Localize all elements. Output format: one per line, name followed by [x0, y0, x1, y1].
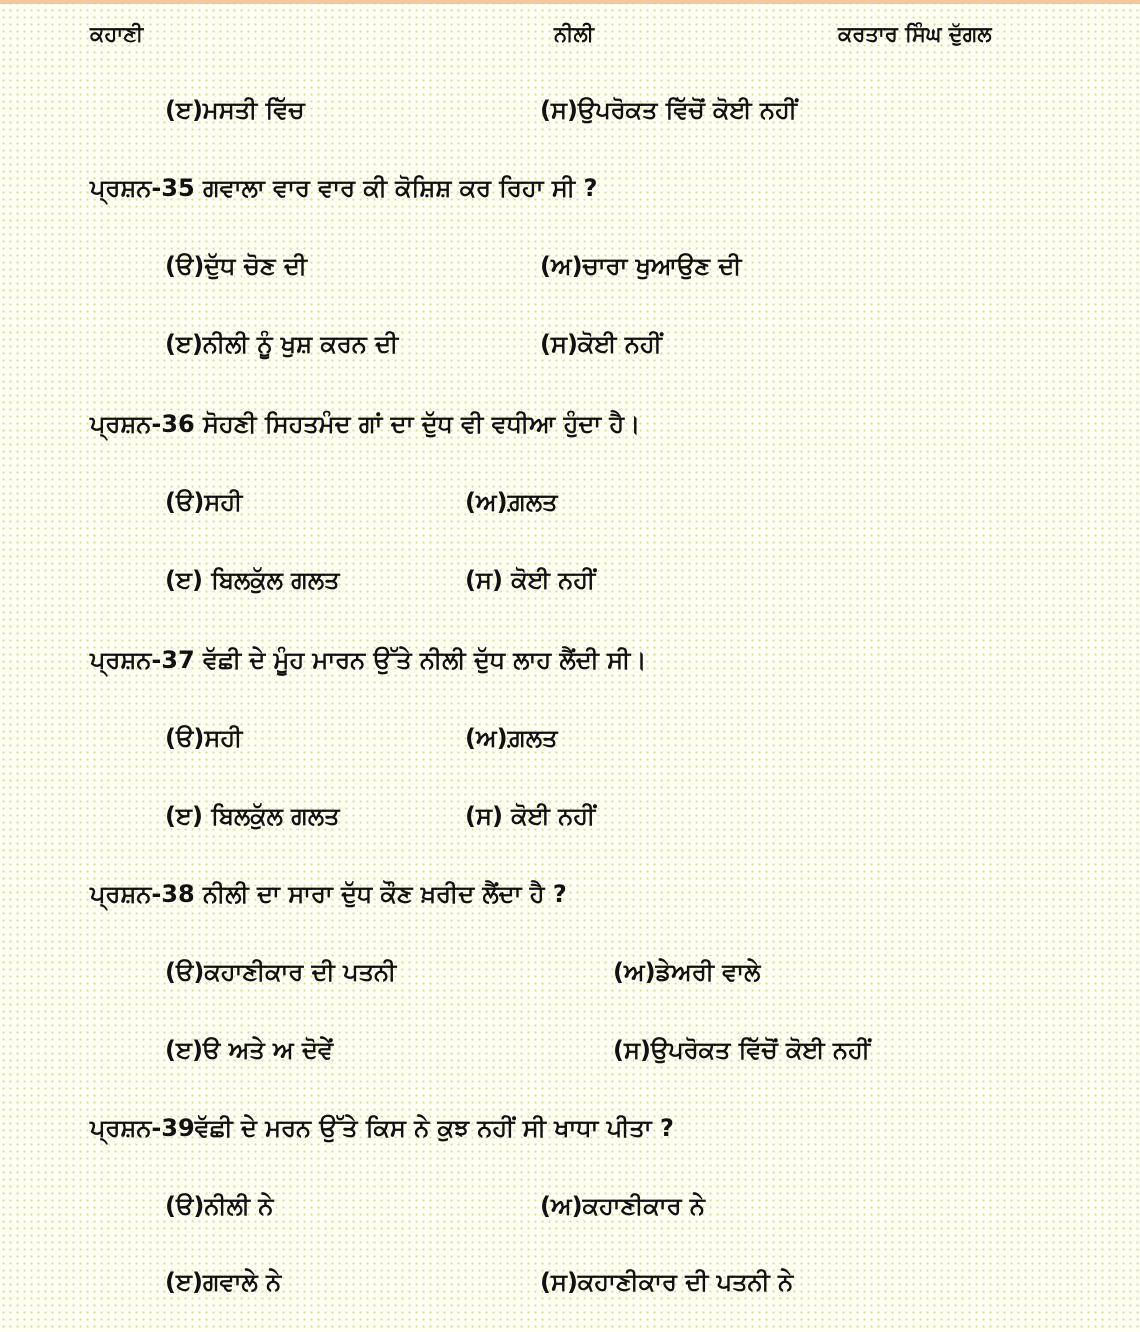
- q35-option-c: (ੲ)ਨੀਲੀ ਨੂੰ ਖੁਸ਼ ਕਰਨ ਦੀ: [165, 330, 399, 358]
- q36-option-c: (ੲ) ਬਿਲਕੁੱਲ ਗਲਤ: [165, 566, 340, 594]
- question-35: ਪ੍ਰਸ਼ਨ-35 ਗਵਾਲਾ ਵਾਰ ਵਾਰ ਕੀ ਕੋਸ਼ਿਸ਼ ਕਰ ਰਿਹਾ ਸੀ ?: [90, 174, 598, 202]
- q39-option-b: (ਅ)ਕਹਾਣੀਕਾਰ ਨੇ: [540, 1192, 705, 1220]
- q38-option-c: (ੲ)ੳ ਅਤੇ ਅ ਦੋਵੇਂ: [165, 1036, 333, 1064]
- q38-option-a: (ੳ)ਕਹਾਣੀਕਾਰ ਦੀ ਪਤਨੀ: [165, 958, 397, 986]
- q37-option-d: (ਸ) ਕੋਈ ਨਹੀਂ: [465, 802, 596, 830]
- q37-option-a: (ੳ)ਸਹੀ: [165, 724, 243, 752]
- question-36: ਪ੍ਰਸ਼ਨ-36 ਸੋਹਣੀ ਸਿਹਤਮੰਦ ਗਾਂ ਦਾ ਦੁੱਧ ਵੀ ਵਧੀਆ ਹੁੰਦਾ ਹੈ।: [90, 410, 641, 438]
- q39-option-d: (ਸ)ਕਹਾਣੀਕਾਰ ਦੀ ਪਤਨੀ ਨੇ: [540, 1268, 794, 1296]
- q36-option-a: (ੳ)ਸਹੀ: [165, 488, 243, 516]
- q35-option-d: (ਸ)ਕੋਈ ਨਹੀਂ: [540, 330, 662, 358]
- header-author: ਕਰਤਾਰ ਸਿੰਘ ਦੁੱਗਲ: [838, 22, 992, 46]
- q38-option-d: (ਸ)ਉਪਰੋਕਤ ਵਿੱਚੋਂ ਕੋਈ ਨਹੀਂ: [613, 1036, 870, 1064]
- option-prev-c: (ੲ)ਮਸਤੀ ਵਿੱਚ: [165, 96, 305, 124]
- q37-option-c: (ੲ) ਬਿਲਕੁੱਲ ਗਲਤ: [165, 802, 340, 830]
- q35-option-b: (ਅ)ਚਾਰਾ ਖੁਆਉਣ ਦੀ: [540, 252, 742, 280]
- q36-option-b: (ਅ)ਗ਼ਲਤ: [465, 488, 558, 516]
- page-top-border: [0, 0, 1140, 4]
- q38-option-b: (ਅ)ਡੇਅਰੀ ਵਾਲੇ: [613, 958, 761, 986]
- header-story-title: ਨੀਲੀ: [554, 22, 594, 46]
- question-39: ਪ੍ਰਸ਼ਨ-39ਵੱਛੀ ਦੇ ਮਰਨ ਉੱਤੇ ਕਿਸ ਨੇ ਕੁਝ ਨਹੀਂ ਸੀ ਖਾਧਾ ਪੀਤਾ ?: [90, 1114, 674, 1142]
- q39-option-c: (ੲ)ਗਵਾਲੇ ਨੇ: [165, 1268, 282, 1296]
- question-38: ਪ੍ਰਸ਼ਨ-38 ਨੀਲੀ ਦਾ ਸਾਰਾ ਦੁੱਧ ਕੌਣ ਖ਼ਰੀਦ ਲੈਂਦਾ ਹੈ ?: [90, 880, 567, 908]
- q35-option-a: (ੳ)ਦੁੱਧ ਚੋਣ ਦੀ: [165, 252, 307, 280]
- q39-option-a: (ੳ)ਨੀਲੀ ਨੇ: [165, 1192, 274, 1220]
- question-37: ਪ੍ਰਸ਼ਨ-37 ਵੱਛੀ ਦੇ ਮੂੰਹ ਮਾਰਨ ਉੱਤੇ ਨੀਲੀ ਦੁੱਧ ਲਾਹ ਲੈਂਦੀ ਸੀ।: [90, 646, 647, 674]
- q37-option-b: (ਅ)ਗ਼ਲਤ: [465, 724, 558, 752]
- option-prev-d: (ਸ)ਉਪਰੋਕਤ ਵਿੱਚੋਂ ਕੋਈ ਨਹੀਂ: [540, 96, 797, 124]
- header-genre: ਕਹਾਣੀ: [90, 22, 144, 46]
- q36-option-d: (ਸ) ਕੋਈ ਨਹੀਂ: [465, 566, 596, 594]
